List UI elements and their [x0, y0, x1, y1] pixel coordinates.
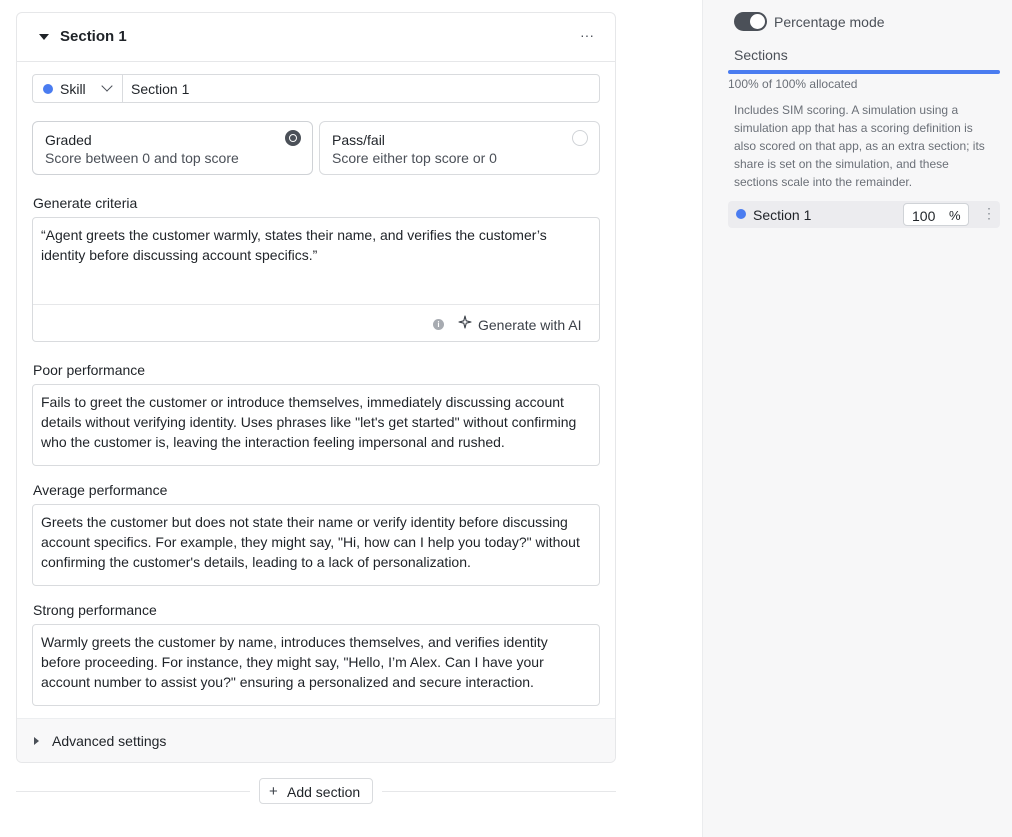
strong-performance-label: Strong performance — [33, 602, 157, 618]
generate-criteria-label: Generate criteria — [33, 195, 138, 211]
allocation-status: 100% of 100% allocated — [728, 77, 858, 91]
generate-criteria-text[interactable]: “Agent greets the customer warmly, states their name, and verifies the customer’s identity before discussing account specifics.” — [41, 227, 547, 263]
sections-heading: Sections — [734, 47, 788, 63]
average-performance-label: Average performance — [33, 482, 168, 498]
add-section-label: Add section — [287, 784, 361, 800]
generate-footer — [33, 304, 599, 341]
pass-fail-subtitle: Score either top score or 0 — [332, 150, 497, 166]
section-percent-input[interactable] — [903, 203, 969, 226]
divider — [16, 791, 250, 792]
color-dot-icon — [43, 84, 53, 94]
percent-unit: % — [949, 208, 961, 223]
section-type-label: Skill — [60, 81, 86, 97]
caret-right-icon — [34, 737, 39, 745]
section-header[interactable] — [17, 13, 615, 62]
advanced-settings-toggle[interactable] — [17, 718, 615, 763]
section-allocation-row[interactable] — [728, 201, 1000, 228]
percentage-mode-toggle[interactable] — [734, 12, 767, 31]
chevron-down-icon — [101, 80, 112, 91]
info-icon[interactable]: i — [433, 319, 444, 330]
graded-title: Graded — [45, 132, 92, 148]
divider — [382, 791, 616, 792]
section-card — [16, 12, 616, 763]
section-percent-value[interactable]: 100 — [912, 208, 936, 224]
section-allocation-label: Section 1 — [753, 207, 812, 223]
allocation-panel — [702, 0, 1012, 837]
pass-fail-radio[interactable] — [572, 130, 588, 146]
generate-with-ai-button[interactable]: Generate with AI — [478, 317, 582, 333]
pass-fail-option[interactable] — [319, 121, 600, 175]
section-type-select[interactable] — [33, 75, 123, 102]
sim-scoring-note: Includes SIM scoring. A simulation using a simulation app that has a scoring definition is also scored on that app, as an extra section; its share is set on the simulation, and these sections scale into the remainder. — [734, 103, 985, 189]
graded-option[interactable] — [32, 121, 313, 175]
sparkle-icon — [458, 315, 472, 329]
add-section-button[interactable] — [259, 778, 373, 804]
graded-subtitle: Score between 0 and top score — [45, 150, 239, 166]
allocation-progress-bar — [728, 70, 1000, 74]
poor-performance-label: Poor performance — [33, 362, 146, 378]
strong-performance-field[interactable]: Warmly greets the customer by name, introduces themselves, and verifies identity before proceeding. For instance, they might say, "Hello, I’m Alex. Can I have your account number to assist you?" ensuring a personalized and secure interaction. — [32, 624, 600, 706]
advanced-settings-label: Advanced settings — [52, 733, 167, 749]
more-options-button[interactable]: ··· — [580, 27, 594, 43]
pass-fail-title: Pass/fail — [332, 132, 385, 148]
kebab-menu-icon[interactable]: ⋮ — [982, 205, 996, 221]
graded-radio[interactable] — [285, 130, 301, 146]
generate-criteria-field[interactable] — [32, 217, 600, 342]
poor-performance-field[interactable]: Fails to greet the customer or introduce themselves, immediately discussing account details without verifying identity. Uses phrases like "let's get started" without confirming who the customer is, leaving the interaction feeling impersonal and rushed. — [32, 384, 600, 466]
average-performance-field[interactable]: Greets the customer but does not state their name or verify identity before discussing account specifics. For example, they might say, "Hi, how can I help you today?" without confirming the customer's details, leading to a lack of personalization. — [32, 504, 600, 586]
percentage-mode-label: Percentage mode — [774, 14, 885, 30]
collapse-caret-icon[interactable] — [39, 34, 49, 40]
color-dot-icon — [736, 209, 746, 219]
section-name-input[interactable]: Section 1 — [131, 81, 190, 97]
section-title: Section 1 — [60, 28, 127, 45]
plus-icon: + — [269, 783, 278, 800]
section-name-row — [32, 74, 600, 103]
